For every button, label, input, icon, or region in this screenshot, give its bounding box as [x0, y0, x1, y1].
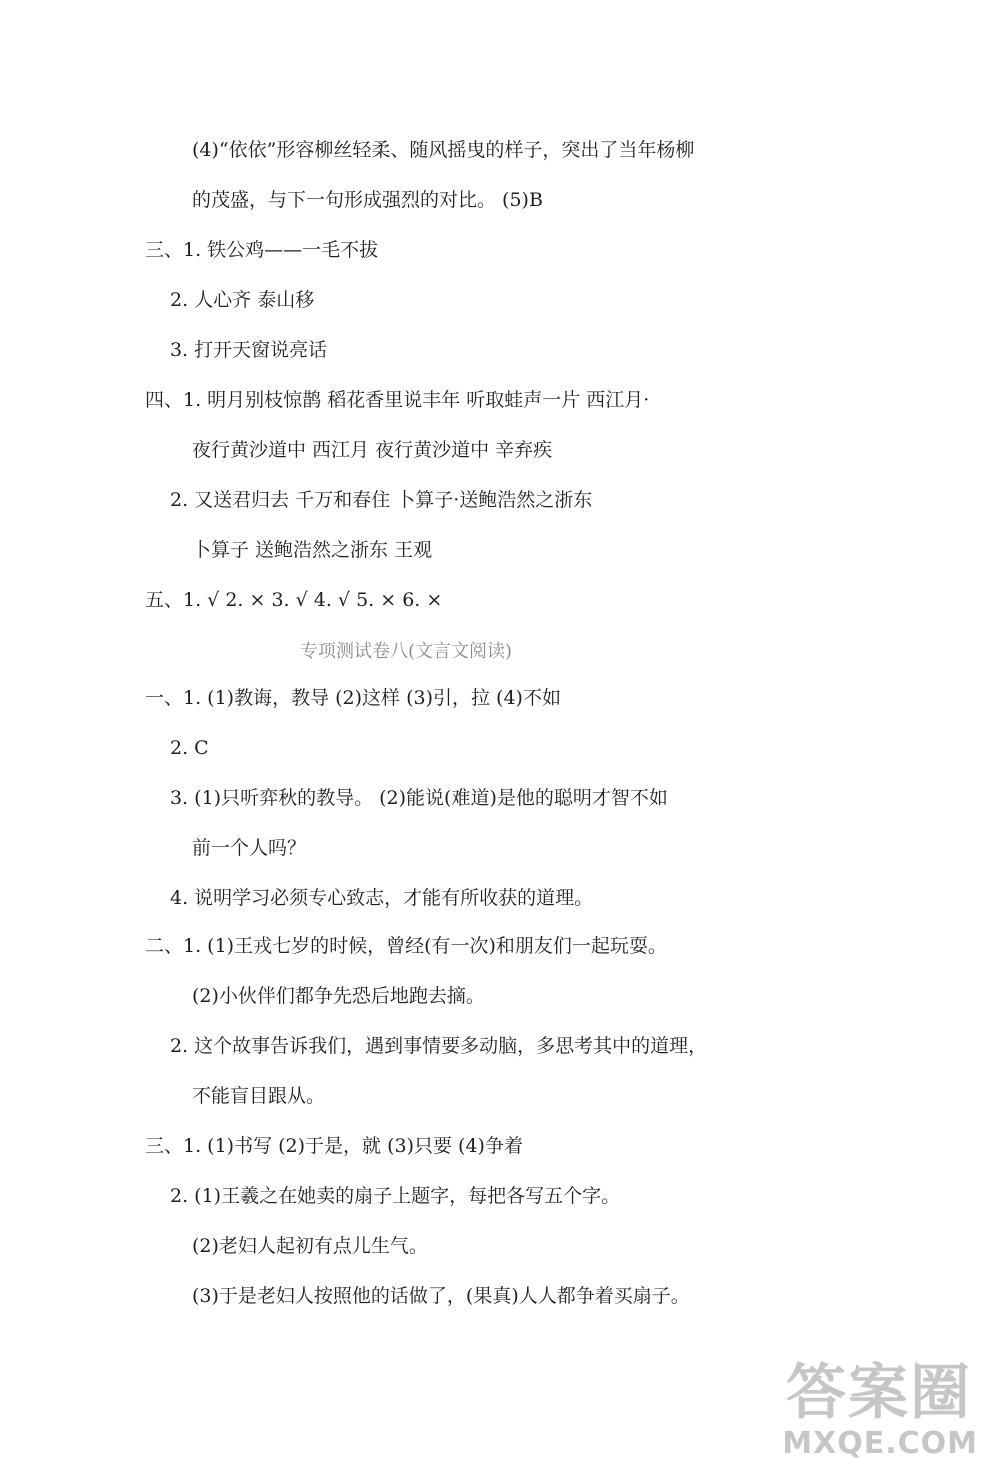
part-2-q2-cont: 不能盲目跟从。	[192, 1085, 326, 1107]
section-4-q2: 2. 又送君归去 千万和春住 卜算子·送鲍浩然之浙东	[170, 489, 593, 511]
part-1-q4: 4. 说明学习必须专心致志，才能有所收获的道理。	[170, 887, 594, 909]
part-2-q2: 2. 这个故事告诉我们，遇到事情要多动脑，多思考其中的道理，	[170, 1035, 708, 1057]
section-3-q3: 3. 打开天窗说亮话	[170, 339, 328, 361]
answer-line-4-4-cont: 的茂盛，与下一句形成强烈的对比。 (5)B	[192, 189, 543, 211]
part-2-q1: 二、1. (1)王戎七岁的时候，曾经(有一次)和朋友们一起玩耍。	[145, 935, 667, 957]
part-3-q2-3: (3)于是老妇人按照他的话做了，(果真)人人都争着买扇子。	[192, 1285, 690, 1307]
section-3-q2: 2. 人心齐 泰山移	[170, 289, 315, 311]
page-section-title: 专项测试卷八(文言文阅读)	[300, 641, 513, 662]
watermark	[722, 1345, 982, 1465]
section-4-q1-cont: 夜行黄沙道中 西江月 夜行黄沙道中 辛弃疾	[192, 439, 553, 461]
part-3-q1: 三、1. (1)书写 (2)于是，就 (3)只要 (4)争着	[145, 1135, 523, 1157]
part-1-q2: 2. C	[170, 737, 209, 759]
answer-line-4-4: (4)“依依”形容柳丝轻柔、随风摇曳的样子，突出了当年杨柳	[192, 139, 695, 161]
section-4-q1: 四、1. 明月别枝惊鹊 稻花香里说丰年 听取蛙声一片 西江月·	[145, 389, 650, 411]
section-3-q1: 三、1. 铁公鸡——一毛不拔	[145, 239, 379, 261]
part-1-q3-cont: 前一个人吗？	[192, 837, 307, 859]
section-4-q2-cont: 卜算子 送鲍浩然之浙东 王观	[192, 539, 433, 561]
watermark-url: MXQE.COM	[782, 1426, 978, 1461]
section-5-answers: 五、1. √ 2. × 3. √ 4. √ 5. × 6. ×	[145, 589, 443, 611]
part-1-q1: 一、1. (1)教诲，教导 (2)这样 (3)引，拉 (4)不如	[145, 687, 561, 709]
part-3-q2: 2. (1)王羲之在她卖的扇子上题字，每把各写五个字。	[170, 1185, 621, 1207]
part-3-q2-2: (2)老妇人起初有点儿生气。	[192, 1235, 428, 1257]
watermark-logo-text: 答案圈	[786, 1358, 972, 1428]
part-1-q3: 3. (1)只听弈秋的教导。 (2)能说(难道)是他的聪明才智不如	[170, 787, 668, 809]
part-2-q1-2: (2)小伙伴们都争先恐后地跑去摘。	[192, 985, 485, 1007]
